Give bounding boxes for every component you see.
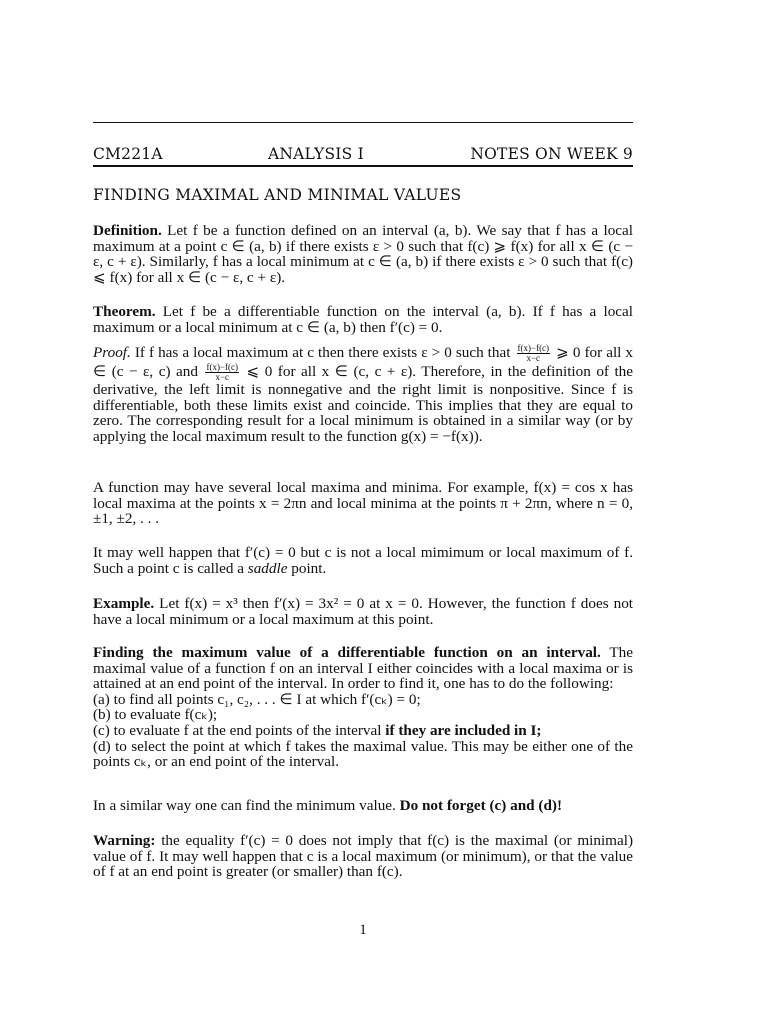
warning-text: the equality f′(c) = 0 does not imply that f(c) is the maximal (or minimal) value of f. It may well happen that c is a local maximum (or minimum), or that the value of f at an end point is greater (or smaller) than f(c). — [93, 832, 633, 881]
proof-paragraph — [93, 344, 633, 444]
step-c-text: (c) to evaluate f at the end points of the interval — [93, 721, 382, 739]
theorem-paragraph — [93, 304, 633, 335]
maxima-paragraph: A function may have several local maxima and minima. For example, f(x) = cos x has local maxima at the points x = 2πn and local minima at the points π + 2πn, where n = 0, ±1, ±2, . . . — [93, 479, 633, 528]
minimum-note-paragraph — [93, 798, 633, 814]
proof-text-3: ⩽ 0 for all x ∈ (c, c + ε). Therefore, in the definition of the derivative, the left limit is nonnegative and the right limit is nonpositive. Since f is differentiable, both these limits exist and coincide. This implies that they are equal to zero. The corresponding result for a local minimum is obtained in a similar way (or by applying the local maximum result to the function g(x) = −f(x)). — [93, 363, 634, 445]
theorem-label: Theorem. — [93, 303, 156, 320]
finding-max-heading: Finding the maximum value of a differentiable function on an interval. — [93, 644, 601, 661]
course-code: CM221A — [93, 145, 163, 163]
saddle-paragraph — [93, 545, 633, 576]
definition-paragraph — [93, 223, 633, 285]
step-c-bold: if they are included in I; — [385, 721, 542, 739]
proof-text-1: If f has a local maximum at c then there exists ε > 0 such that — [134, 344, 511, 361]
notes-week: NOTES ON WEEK 9 — [470, 145, 633, 163]
definition-label: Definition. — [93, 222, 162, 239]
saddle-text-after: point. — [291, 559, 327, 577]
finding-max-section — [93, 645, 633, 770]
minimum-note-bold: Do not forget (c) and (d)! — [399, 797, 563, 814]
definition-text: Let f be a function defined on an interval (a, b). We say that f has a local maximum at a point c ∈ (a, b) if there exists ε > 0 such that f(c) ⩾ f(x) for all x ∈ (c − ε, c + ε). Similarly, f has a local minimum at c ∈ (a, b) if there exists ε > 0 such that f(c) ⩽ f(x) for all x ∈ (c − ε, c + ε). — [93, 222, 634, 286]
fraction-denominator: x−c — [215, 372, 230, 382]
step-c — [93, 723, 633, 739]
difference-quotient-2 — [205, 363, 239, 382]
saddle-text-before: It may well happen that f′(c) = 0 but c is not a local mimimum or local maximum of f. Such a point c is called a — [93, 544, 633, 577]
minimum-note-text: In a similar way one can find the minimum value. — [93, 797, 396, 814]
example-text: Let f(x) = x³ then f′(x) = 3x² = 0 at x = 0. However, the function f does not have a local minimum or a local maximum at this point. — [93, 595, 634, 628]
example-label: Example. — [93, 595, 155, 612]
theorem-text: Let f be a differentiable function on the interval (a, b). If f has a local maximum or a local minimum at c ∈ (a, b) then f′(c) = 0. — [93, 303, 634, 336]
example-paragraph — [93, 596, 633, 627]
finding-max-intro: The maximal value of a function f on an interval I either coincides with a local maxima or is attained at an end point of the interval. In order to find it, one has to do the following: — [93, 644, 633, 693]
subject-title: ANALYSIS I — [268, 145, 364, 163]
fraction-denominator: x−c — [526, 353, 541, 363]
difference-quotient-1 — [517, 344, 551, 363]
fraction-numerator: f(x)−f(c) — [517, 343, 550, 353]
proof-text-2: ⩾ 0 for all x ∈ (c − ε, c) and — [93, 344, 634, 380]
step-a: (a) to find all points c₁, c₂, . . . ∈ I at which f′(cₖ) = 0; — [93, 690, 421, 708]
proof-label: Proof. — [93, 344, 131, 361]
page-header — [93, 145, 633, 165]
saddle-term: saddle — [247, 559, 288, 577]
top-rule — [93, 122, 633, 123]
warning-label: Warning: — [93, 832, 156, 849]
fraction-numerator: f(x)−f(c) — [206, 362, 239, 372]
step-d: (d) to select the point at which f takes the maximal value. This may be either one of the points cₖ, or an end point of the interval. — [93, 737, 633, 771]
section-title: FINDING MAXIMAL AND MINIMAL VALUES — [93, 186, 462, 204]
page-number: 1 — [359, 922, 367, 938]
step-b: (b) to evaluate f(cₖ); — [93, 706, 218, 724]
header-rule — [93, 165, 633, 167]
warning-paragraph — [93, 833, 633, 880]
